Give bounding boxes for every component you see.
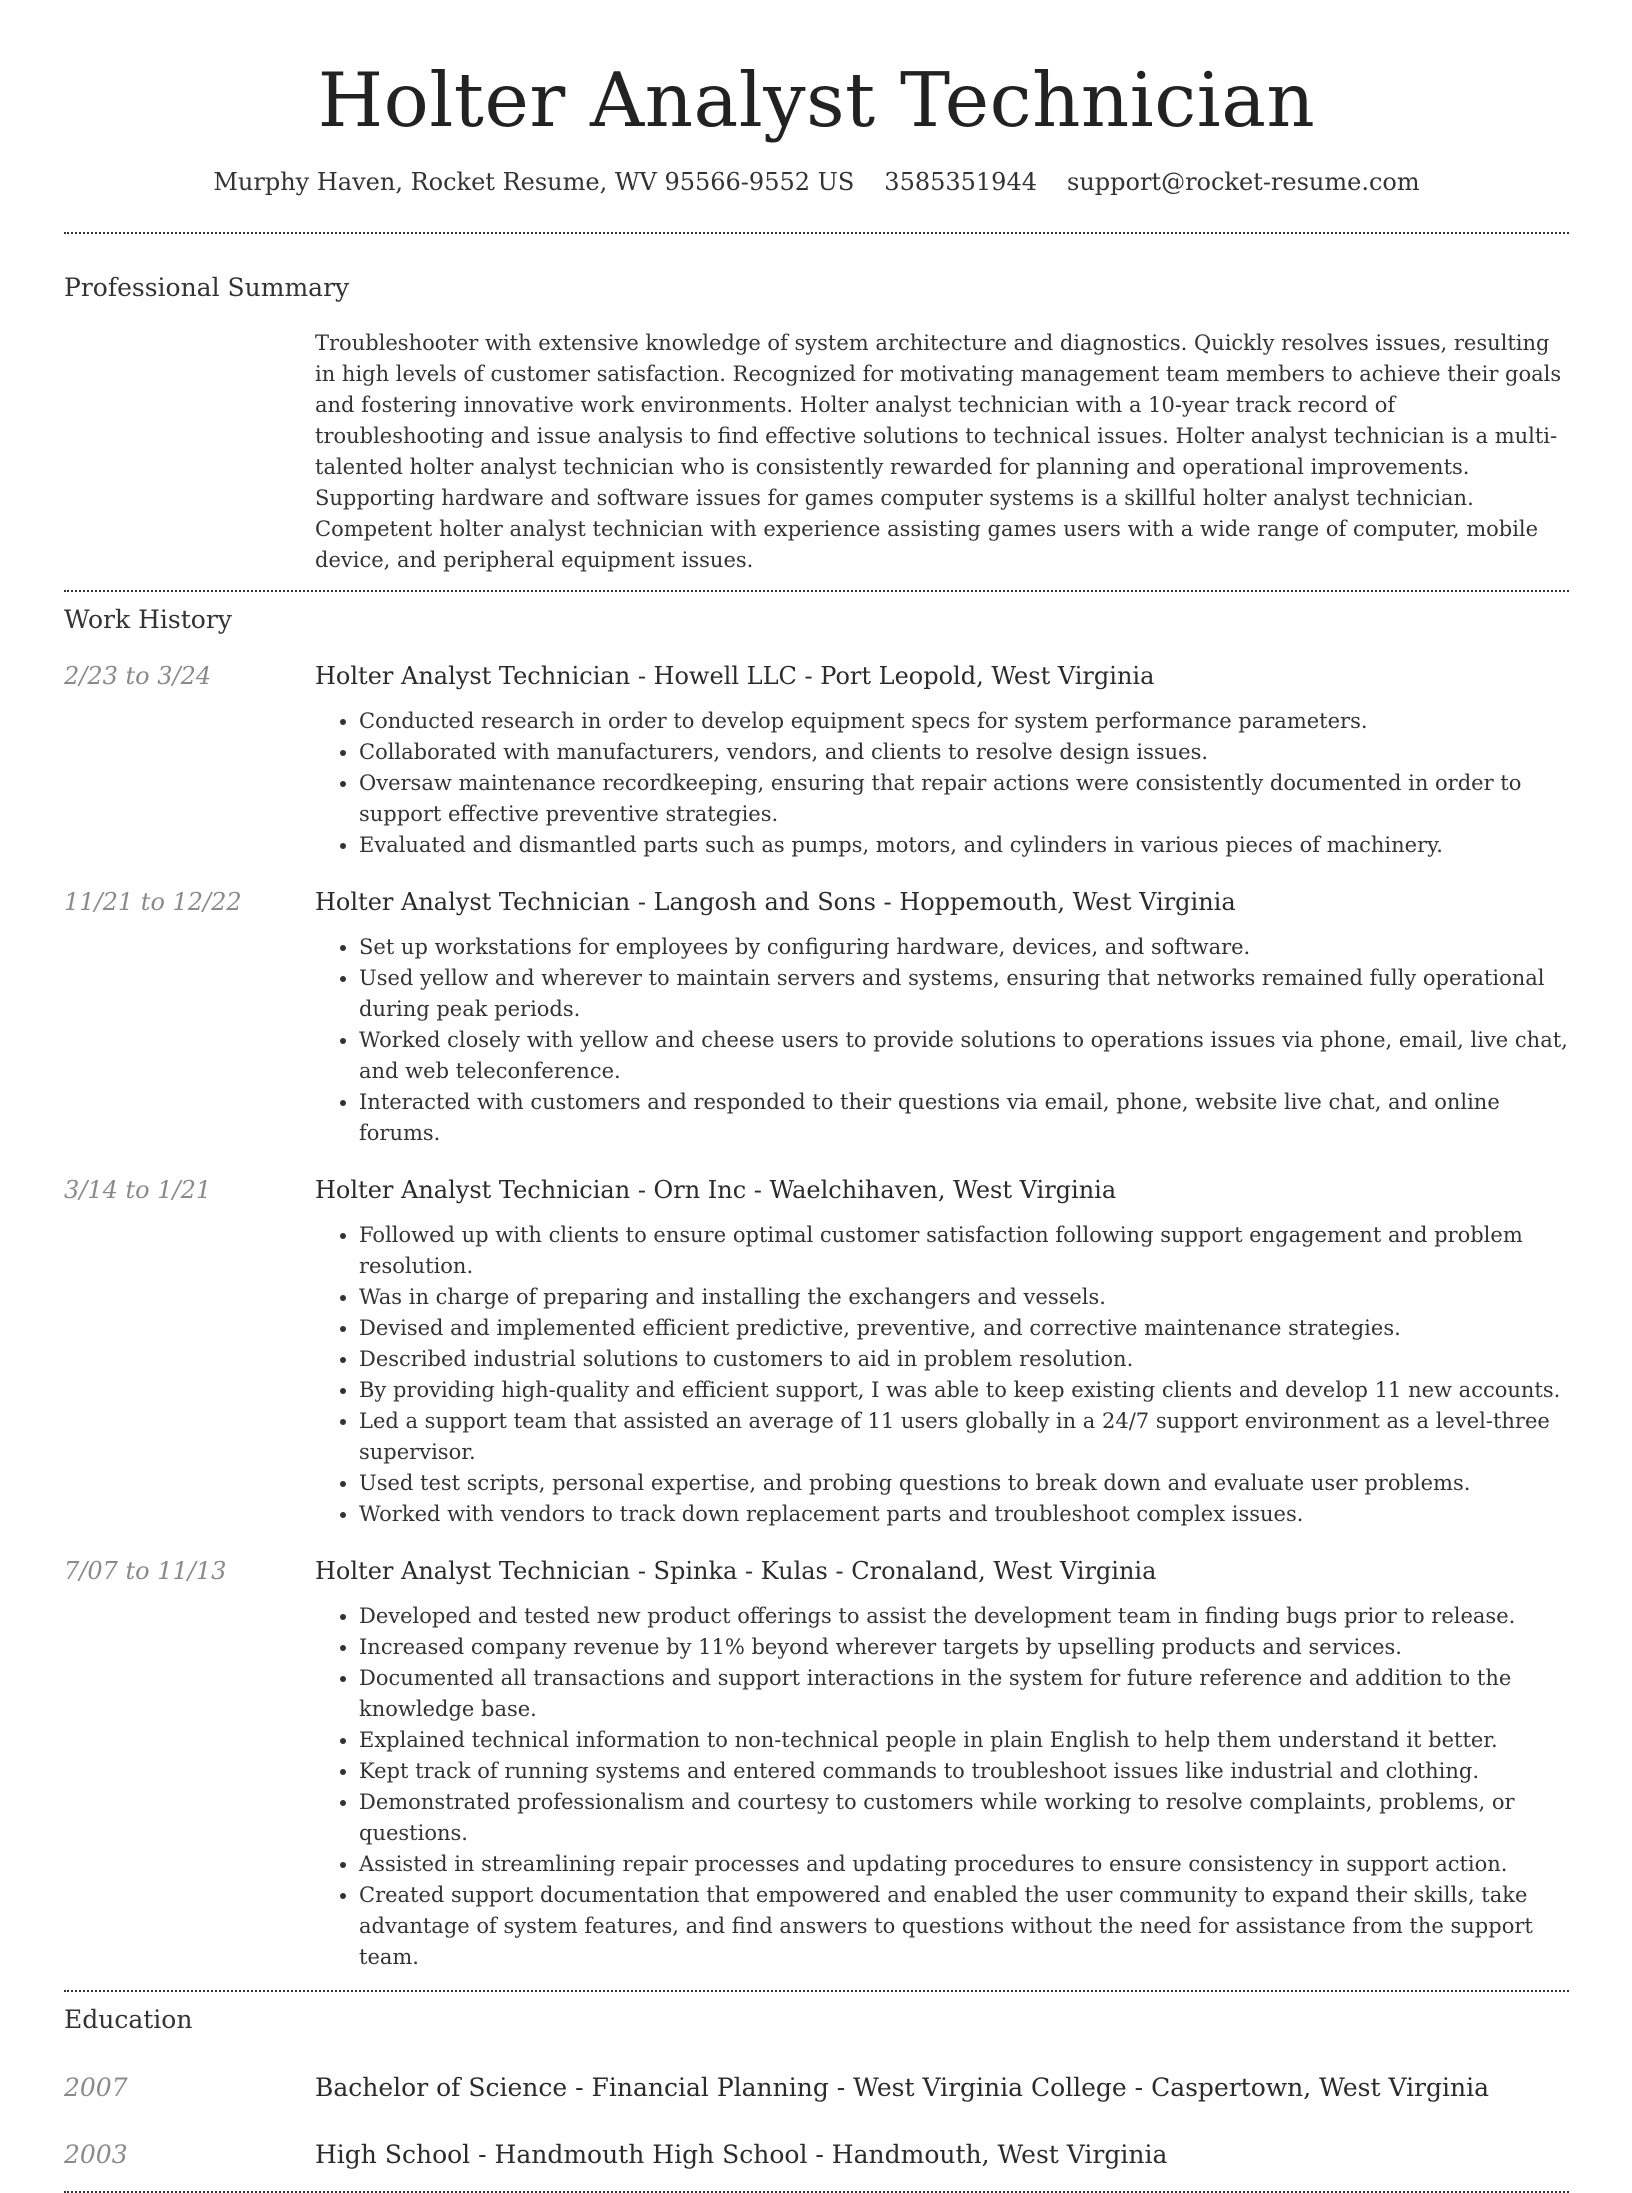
resume-header [64, 0, 1569, 198]
candidate-name: Holter Analyst Technician [317, 56, 1316, 144]
job-bullet: • Oversaw maintenance recordkeeping, ensuring that repair actions were consistently documented in order to support effective preventive strategies. [359, 768, 1569, 830]
job-dates: 11/21 to 12/22 [64, 888, 242, 916]
contact-line [64, 166, 1569, 198]
education-entry [64, 2139, 1569, 2171]
job-dates: 3/14 to 1/21 [64, 1176, 212, 1204]
education-body [315, 2072, 1569, 2104]
education-degree: High School - Handmouth High School - Handmouth, West Virginia [315, 2140, 1168, 2169]
job-bullet: • Worked with vendors to track down replacement parts and troubleshoot complex issues. [359, 1499, 1569, 1530]
section-spacer [64, 1973, 1569, 1990]
job-bullet: • Interacted with customers and responded to their questions via email, phone, website live chat, and online forums. [359, 1087, 1569, 1149]
contact-phone: 3585351944 [884, 168, 1037, 196]
education-degree: Bachelor of Science - Financial Planning - West Virginia College - Caspertown, West Virginia [315, 2073, 1490, 2102]
job-bullet: • Worked closely with yellow and cheese users to provide solutions to operations issues via phone, email, live chat, and web teleconference. [359, 1025, 1569, 1087]
job-body [315, 1555, 1569, 1973]
job-bullets [315, 1601, 1569, 1973]
education-section [64, 1992, 1569, 2191]
job-bullets [315, 1220, 1569, 1530]
job-body [315, 1174, 1569, 1530]
education-year: 2007 [64, 2073, 128, 2102]
job-bullet: • Evaluated and dismantled parts such as pumps, motors, and cylinders in various pieces of machinery. [359, 830, 1569, 861]
job-dates: 2/23 to 3/24 [64, 662, 212, 690]
job-bullet: • Was in charge of preparing and installing the exchangers and vessels. [359, 1282, 1569, 1313]
summary-text: Troubleshooter with extensive knowledge of system architecture and diagnostics. Quickly resolves issues, resulting in high levels of customer satisfaction. Recognized for motivating management team members to achieve their goals and fostering innovative work environments. Holter analyst technician with a 10-year track record of troubleshooting and issue analysis to find effective solutions to technical issues. Holter analyst technician is a multi-talented holter analyst technician who is consistently rewarded for planning and operational improvements. Supporting hardware and software issues for games computer systems is a skillful holter analyst technician. Competent holter analyst technician with experience assisting games users with a wide range of computer, mobile device, and peripheral equipment issues. [315, 331, 1562, 572]
job-entry [64, 1174, 1569, 1530]
job-title: Holter Analyst Technician - Spinka - Kulas - Cronaland, West Virginia [315, 1557, 1157, 1585]
job-bullets [315, 932, 1569, 1149]
job-entry [64, 660, 1569, 861]
job-bullet: • Assisted in streamlining repair processes and updating procedures to ensure consistency in support action. [359, 1849, 1569, 1880]
section-title-work: Work History [64, 605, 232, 634]
job-title: Holter Analyst Technician - Orn Inc - Waelchihaven, West Virginia [315, 1176, 1117, 1204]
job-dates: 7/07 to 11/13 [64, 1557, 227, 1585]
section-title-summary: Professional Summary [64, 273, 350, 302]
job-bullet: • Demonstrated professionalism and courtesy to customers while working to resolve complaints, problems, or questions. [359, 1787, 1569, 1849]
job-bullet: • Conducted research in order to develop equipment specs for system performance parameters. [359, 706, 1569, 737]
contact-address: Murphy Haven, Rocket Resume, WV 95566-9552 US [213, 168, 855, 196]
education-entry [64, 2072, 1569, 2104]
education-body [315, 2139, 1569, 2171]
job-bullets [315, 706, 1569, 861]
job-title: Holter Analyst Technician - Howell LLC - Port Leopold, West Virginia [315, 662, 1155, 690]
job-bullet: • Devised and implemented efficient predictive, preventive, and corrective maintenance strategies. [359, 1313, 1569, 1344]
job-bullet: • Explained technical information to non-technical people in plain English to help them understand it better. [359, 1725, 1569, 1756]
job-bullet: • Used test scripts, personal expertise, and probing questions to break down and evaluate user problems. [359, 1468, 1569, 1499]
job-bullet: • Created support documentation that empowered and enabled the user community to expand their skills, take advantage of system features, and find answers to questions without the need for assistance from the support team. [359, 1880, 1569, 1973]
professional-summary-section [64, 234, 1569, 590]
job-body [315, 886, 1569, 1149]
job-bullet: • Collaborated with manufacturers, vendors, and clients to resolve design issues. [359, 737, 1569, 768]
job-entry [64, 1555, 1569, 1973]
job-bullet: • Set up workstations for employees by configuring hardware, devices, and software. [359, 932, 1569, 963]
contact-email: support@rocket-resume.com [1067, 168, 1420, 196]
job-bullet: • By providing high-quality and efficient support, I was able to keep existing clients and develop 11 new accounts. [359, 1375, 1569, 1406]
job-title: Holter Analyst Technician - Langosh and Sons - Hoppemouth, West Virginia [315, 888, 1236, 916]
job-entry [64, 886, 1569, 1149]
job-bullet: • Increased company revenue by 11% beyond wherever targets by upselling products and services. [359, 1632, 1569, 1663]
section-spacer [64, 2171, 1569, 2191]
job-bullet: • Kept track of running systems and entered commands to troubleshoot issues like industrial and clothing. [359, 1756, 1569, 1787]
job-bullet: • Described industrial solutions to customers to aid in problem resolution. [359, 1344, 1569, 1375]
job-bullet: • Led a support team that assisted an average of 11 users globally in a 24/7 support environment as a level-three supervisor. [359, 1406, 1569, 1468]
section-title-education: Education [64, 2005, 193, 2034]
work-history-section [64, 592, 1569, 1990]
job-bullet: • Used yellow and wherever to maintain servers and systems, ensuring that networks remained fully operational during peak periods. [359, 963, 1569, 1025]
job-bullet: • Followed up with clients to ensure optimal customer satisfaction following support engagement and problem resolution. [359, 1220, 1569, 1282]
job-bullet: • Developed and tested new product offerings to assist the development team in finding bugs prior to release. [359, 1601, 1569, 1632]
education-year: 2003 [64, 2140, 128, 2169]
job-bullet: • Documented all transactions and support interactions in the system for future reference and addition to the knowledge base. [359, 1663, 1569, 1725]
job-body [315, 660, 1569, 861]
